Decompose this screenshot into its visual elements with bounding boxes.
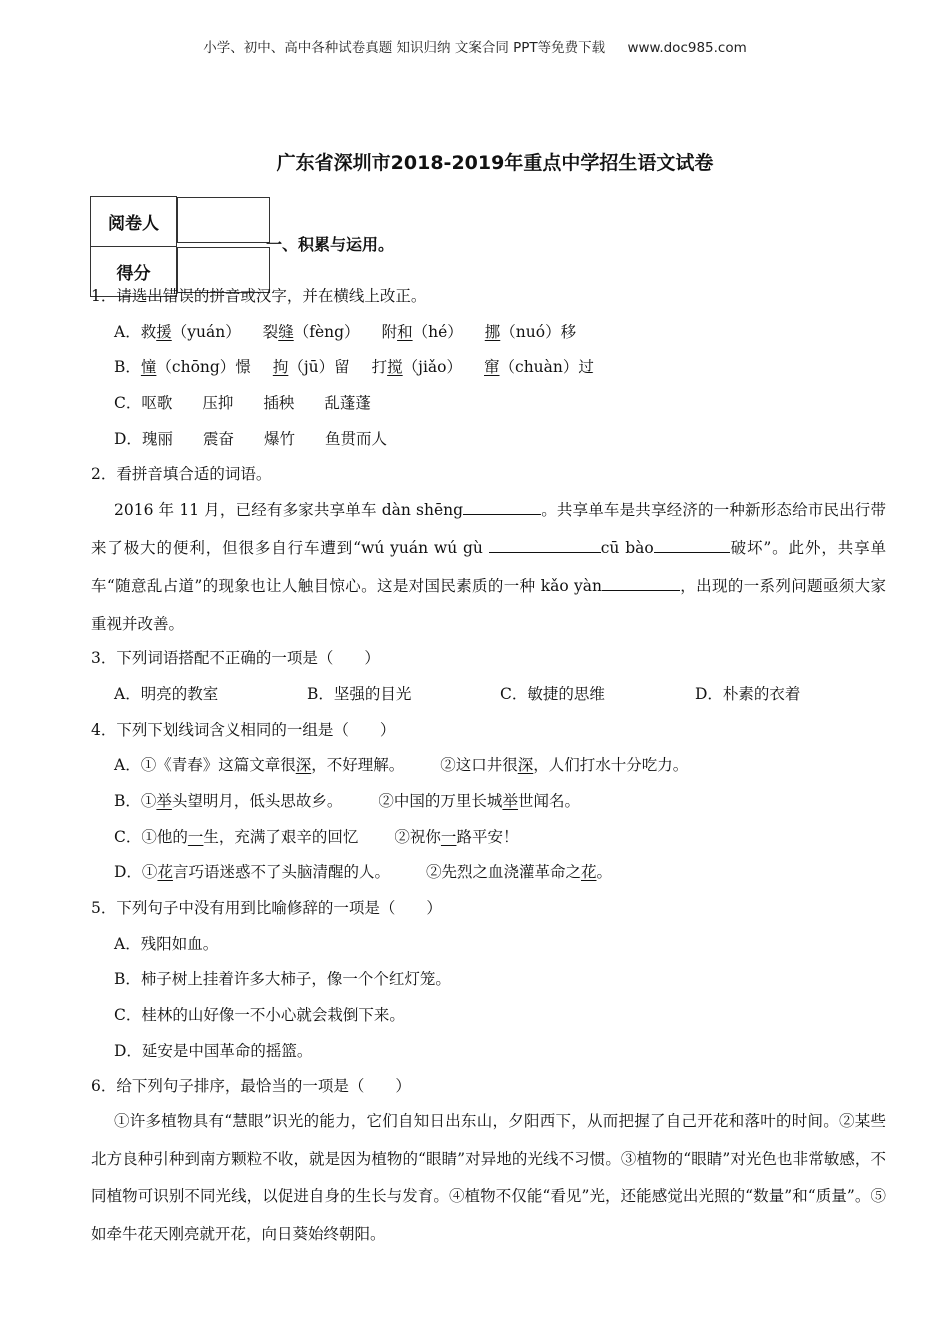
question-5-option-c: C．桂林的山好像一不小心就会栽倒下来。 [114,1006,405,1024]
question-5-option-a: A．残阳如血。 [114,934,219,953]
answer-blank[interactable] [654,536,730,553]
answer-blank[interactable] [463,498,541,515]
question-3-stem: 3．下列词语搭配不正确的一项是（ ） [91,649,380,668]
question-6-passage: ①许多植物具有“慧眼”识光的能力，它们自知日出东山，夕阳西下，从而把握了自己开花和落叶的时间。②某些北方良种引种到南方颗粒不收，就是因为植物的“眼睛”对异地的光线不习惯。③植物的“眼睛”对光色也非常敏感，不同植物可识别不同光线，以促进自身的生长与发育。④植物不仅能“看见”光，还能感觉出光照的“数量”和“质量”。⑤如牵牛花天刚亮就开花，向日葵始终朝阳。 [91,1112,886,1243]
score-table [90,196,271,297]
header-text: 小学、初中、高中各种试卷真题 知识归纳 文案合同 PPT等免费下载 [203,40,606,56]
question-4-stem: 4．下列下划线词含义相同的一组是（ ） [91,720,396,739]
question-5-option-d: D．延安是中国革命的摇篮。 [114,1041,313,1060]
question-1-stem: 1．请选出错误的拼音或汉字，并在横线上改正。 [91,287,427,305]
question-1-option-a: A．救援（yuán） 裂缝（fèng） 附和（hé） 挪（nuó）移 [114,322,577,341]
question-1-option-d: D．瑰丽 震奋 爆竹 鱼贯而人 [114,429,387,448]
section-title: 一、积累与运用。 [266,235,395,254]
question-4-option-c: C．①他的一生，充满了艰辛的回忆 ②祝你一路平安！ [114,827,519,846]
answer-blank[interactable] [489,536,601,553]
question-5-option-b: B．柿子树上挂着许多大柿子，像一个个红灯笼。 [114,970,451,989]
reviewer-cell [177,197,270,243]
question-1-option-b: B．憧（chōng）憬 拘（jū）留 打搅（jiǎo） 窜（chuàn）过 [114,358,594,377]
question-5-stem: 5．下列句子中没有用到比喻修辞的一项是（ ） [91,898,442,917]
question-4-option-b: B．①举头望明月，低头思故乡。 ②中国的万里长城举世闻名。 [114,791,580,810]
exam-content [91,285,886,1253]
page-header [0,36,950,56]
question-4-option-a: A．①《青春》这篇文章很深，不好理解。 ②这口井很深，人们打水十分吃力。 [114,756,689,775]
question-1-option-c: C．呕歌 压抑 插秧 乱蓬蓬 [114,394,371,413]
score-label: 得分 [91,247,177,297]
question-4-option-d: D．①花言巧语迷惑不了头脑清醒的人。 ②先烈之血浇灌革命之花。 [114,863,613,882]
question-2-stem: 2．看拼音填合适的词语。 [91,465,272,484]
page-title: 广东省深圳市2018-2019年重点中学招生语文试卷 [276,152,714,174]
question-3-options: A．明亮的教室 B．坚强的目光 C．敏捷的思维 D．朴素的衣着 [114,684,801,703]
question-6-stem: 6．给下列句子排序，最恰当的一项是（ ） [91,1077,411,1096]
header-url: www.doc985.com [627,40,747,56]
reviewer-label: 阅卷人 [91,197,177,247]
question-2-passage: 2016 年 11 月，已经有多家共享单车 dàn shēng 。共享单车是共享经济的一种新形态给市民出行带来了极大的便利，但很多自行车遭到“wú yuán wú gù cū bào 破坏”。此外，共享单车“随意乱占道”的现象也让人触目惊心。这是对国民素质的一种 kǎo yàn ，出现的一系列问题亟须大家重视并改善。 [91,491,886,643]
answer-blank[interactable] [602,574,680,591]
